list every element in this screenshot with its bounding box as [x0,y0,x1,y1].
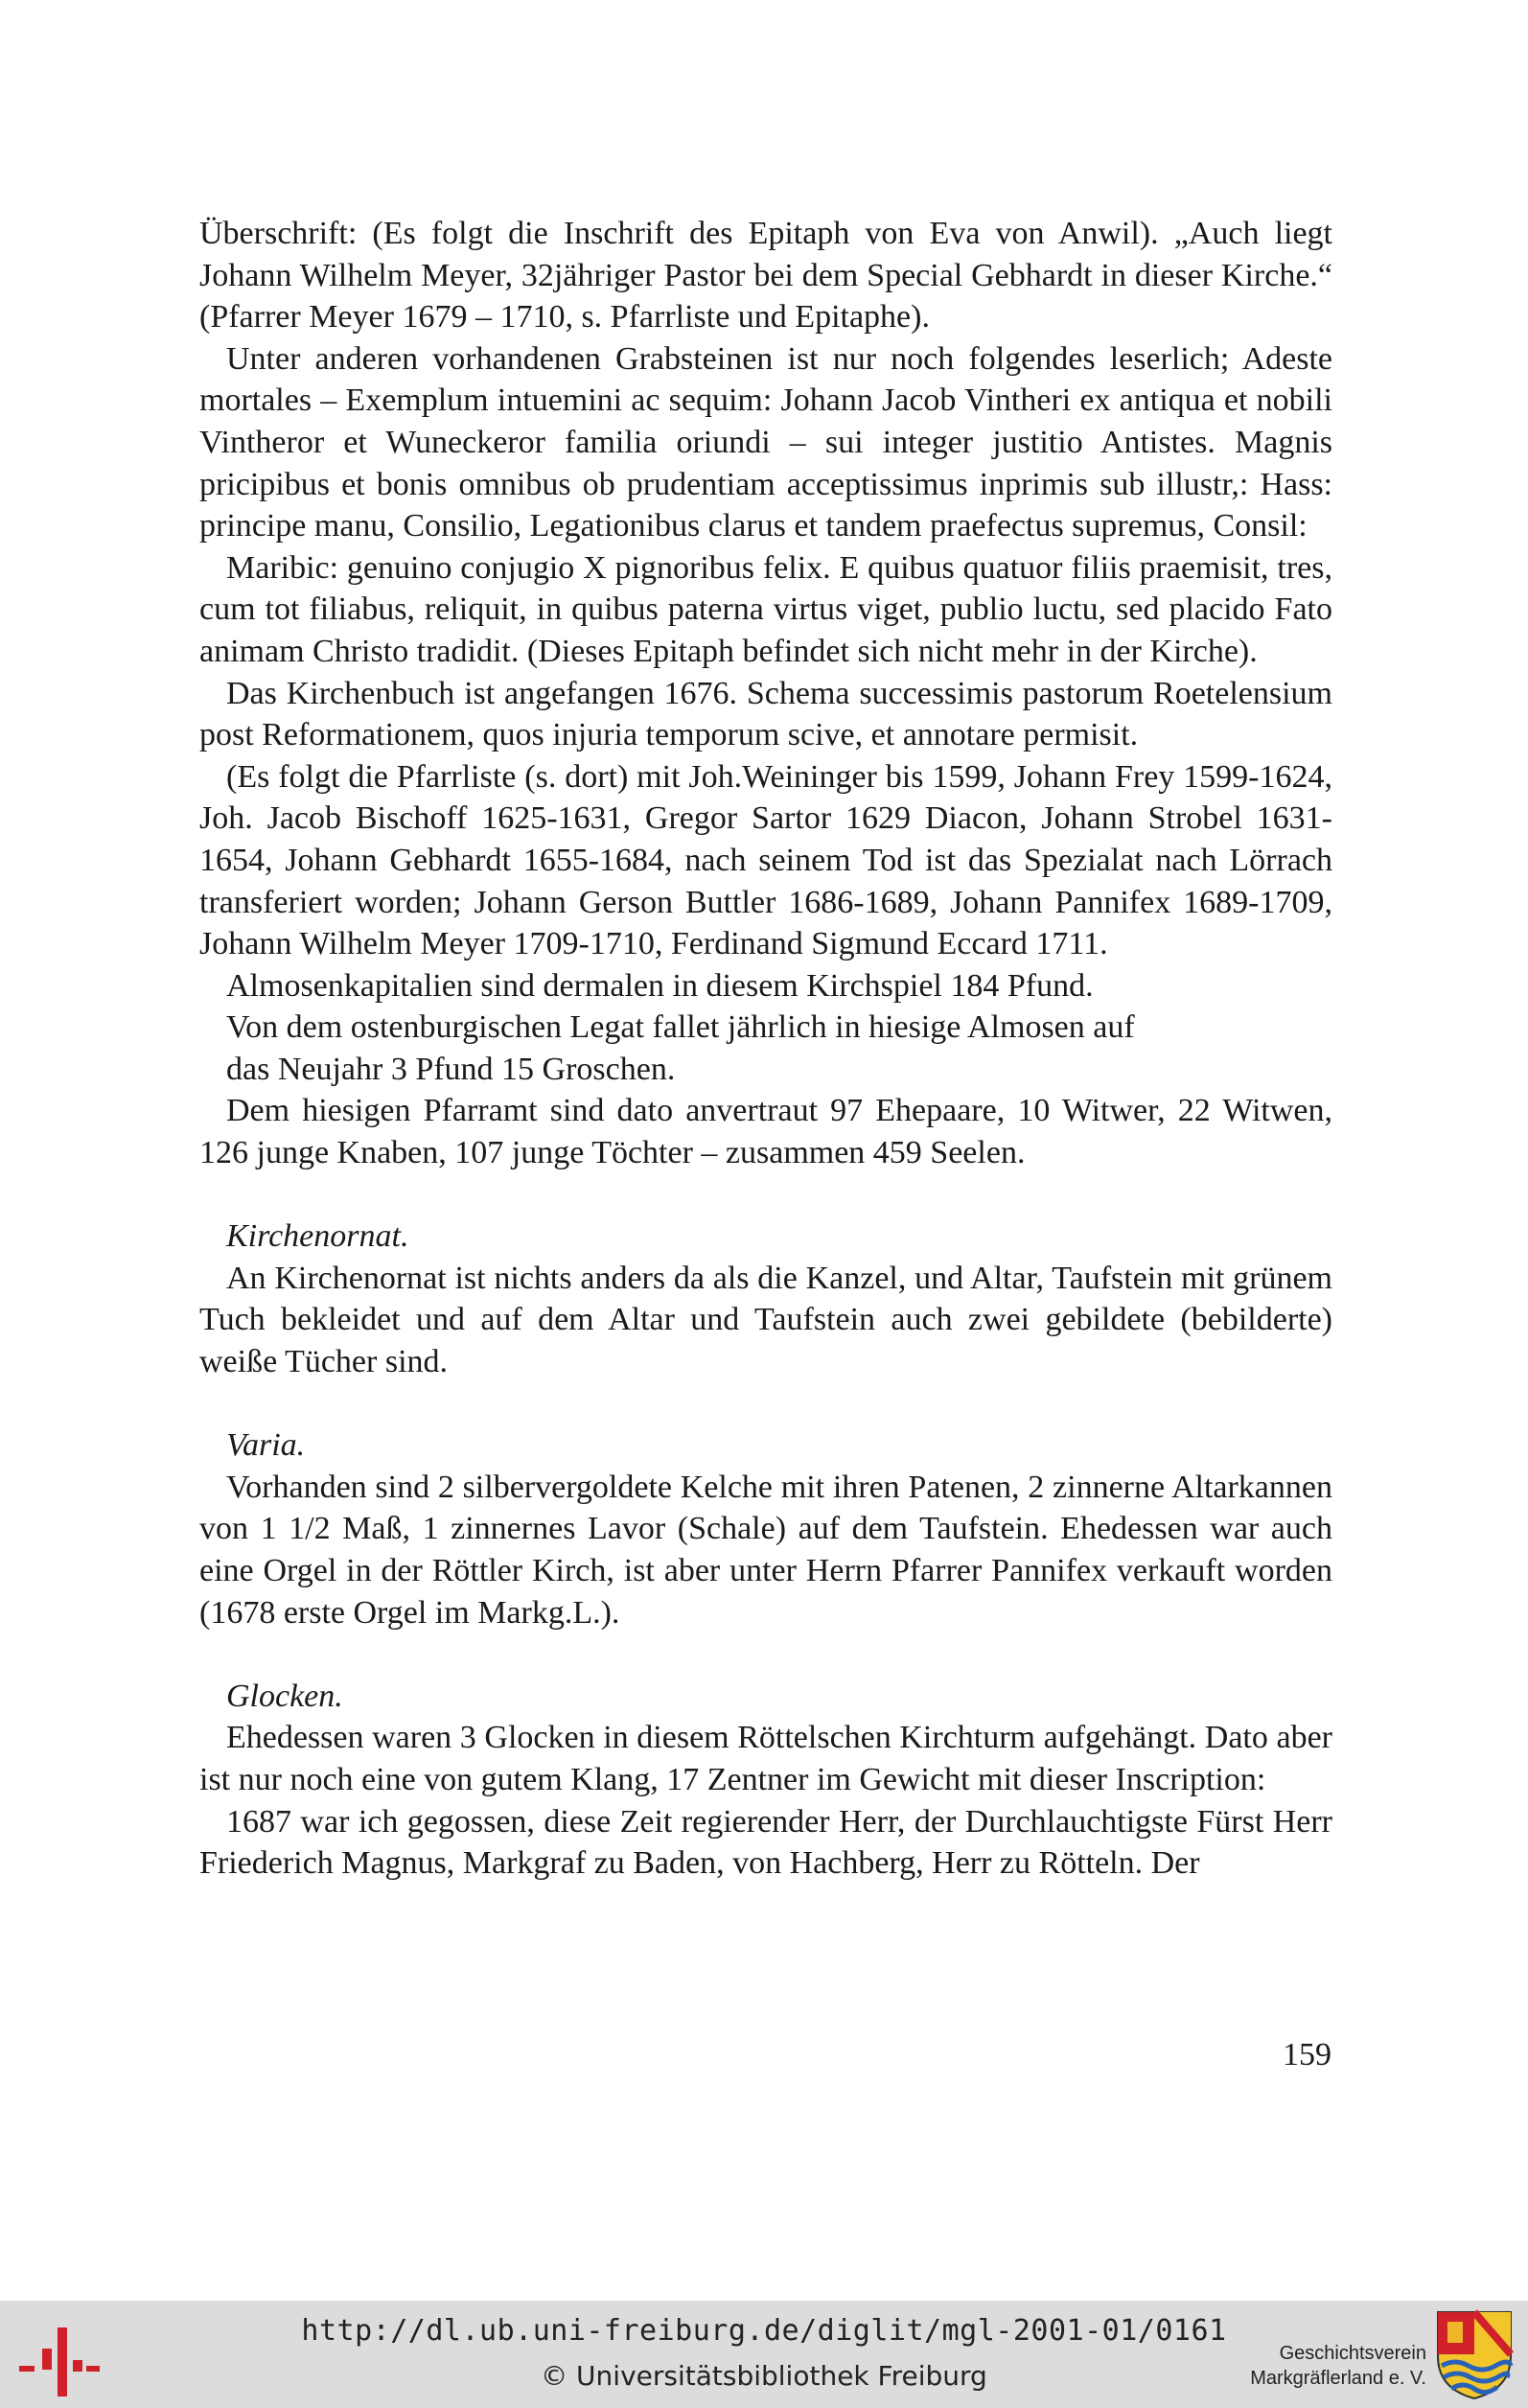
footer-url-link[interactable]: http://dl.ub.uni-freiburg.de/diglit/mgl-2001-01/0161 [301,2314,1227,2348]
section-heading-kirchenornat: Kirchenornat. [226,1218,409,1255]
page-number: 159 [1283,2037,1331,2072]
paragraph: (Es folgt die Pfarrliste (s. dort) mit Joh.Weininger bis 1599, Johann Frey 1599-1624, Joh. Jacob Bischoff 1625-1631, Gregor Sartor 1629 Diacon, Johann Strobel 1631-1654, Johann Gebhardt 1655-1684, nach seinem Tod ist das Spezialat nach Lörrach transferiert worden; Johann Gerson Buttler 1686-1689, Johann Pannifex 1689-1709, Johann Wilhelm Meyer 1709-1710, Ferdinand Sigmund Eccard 1711. [199,758,1332,962]
society-name-line2: Markgräflerland e. V. [1250,2368,1426,2389]
paragraph: Vorhanden sind 2 silbervergoldete Kelche mit ihren Patenen, 2 zinnerne Altarkannen von 1 1/2 Maß, 1 zinnernes Lavor (Schale) auf dem Taufstein. Ehedessen war auch eine Orgel in der Röttler Kirch, ist aber unter Herrn Pfarrer Pannifex verkauft worden (1678 erste Orgel im Markg.L.). [199,1469,1332,1631]
society-name-line1: Geschichtsverein [1279,2343,1426,2364]
section-heading-glocken: Glocken. [226,1678,343,1714]
paragraph: Von dem ostenburgischen Legat fallet jährlich in hiesige Almosen auf [226,1009,1135,1046]
footer-copyright: © Universitätsbibliothek Freiburg [541,2360,987,2392]
paragraph: 1687 war ich gegossen, diese Zeit regierender Herr, der Durchlauchtigste Fürst Herr Friederich Magnus, Markgraf zu Baden, von Hachberg, Herr zu Rötteln. Der [199,1803,1332,1882]
paragraph: Ehedessen waren 3 Glocken in diesem Röttelschen Kirchturm aufgehängt. Dato aber ist nur noch eine von gutem Klang, 17 Zentner im Gewicht mit dieser Inscription: [199,1720,1332,1797]
paragraph: Dem hiesigen Pfarramt sind dato anvertraut 97 Ehepaare, 10 Witwer, 22 Witwen, 126 junge Knaben, 107 junge Töchter – zusammen 459 Seelen. [199,1093,1332,1171]
paragraph: das Neujahr 3 Pfund 15 Groschen. [226,1051,676,1087]
paragraph: Almosenkapitalien sind dermalen in diesem Kirchspiel 184 Pfund. [226,967,1094,1004]
paragraph: Das Kirchenbuch ist angefangen 1676. Schema successimis pastorum Roetelensium post Reformationem, quos injuria temporum scive, et annotare permisit. [199,675,1332,753]
paragraph: Maribic: genuino conjugio X pignoribus felix. E quibus quatuor filiis praemisit, tres, cum tot filiabus, reliquit, in quibus paterna virtus viget, publio luctu, sed placido Fato animam Christo tradidit. (Dieses Epitaph befindet sich nicht mehr in der Kirche). [199,549,1332,669]
society-name [1250,2341,1426,2391]
paragraph: An Kirchenornat ist nichts anders da als die Kanzel, und Altar, Taufstein mit grünem Tuch bekleidet und auf dem Altar und Taufstein auch zwei gebildete (bebilderte) weiße Tücher sind. [199,1260,1332,1380]
section-heading-varia: Varia. [226,1427,306,1464]
paragraph: Unter anderen vorhandenen Grabsteinen ist nur noch folgendes leserlich; Adeste mortales – Exemplum intuemini ac sequim: Johann Jacob Vintheri ex antiqua et nobili Vintheror et Wuneckeror familia oriundi – sui integer justitio Antistes. Magnis pricipibus et bonis omnibus ob prudentiam acceptissimus inprimis sub illustr,: Hass: principe manu, Consilio, Legationibus clarus et tandem praefectus supremus, Consil: [199,340,1332,544]
markgraeflerland-crest-icon[interactable] [1434,2308,1515,2400]
footer-bar [0,2301,1528,2408]
paragraph: Überschrift: (Es folgt die Inschrift des Epitaph von Eva von Anwil). „Auch liegt Johann Wilhelm Meyer, 32jähriger Pastor bei dem Special Gebhardt in dieser Kirche.“ (Pfarrer Meyer 1679 – 1710, s. Pfarrliste und Epitaphe). [199,216,1332,336]
body-text [199,213,1332,1885]
